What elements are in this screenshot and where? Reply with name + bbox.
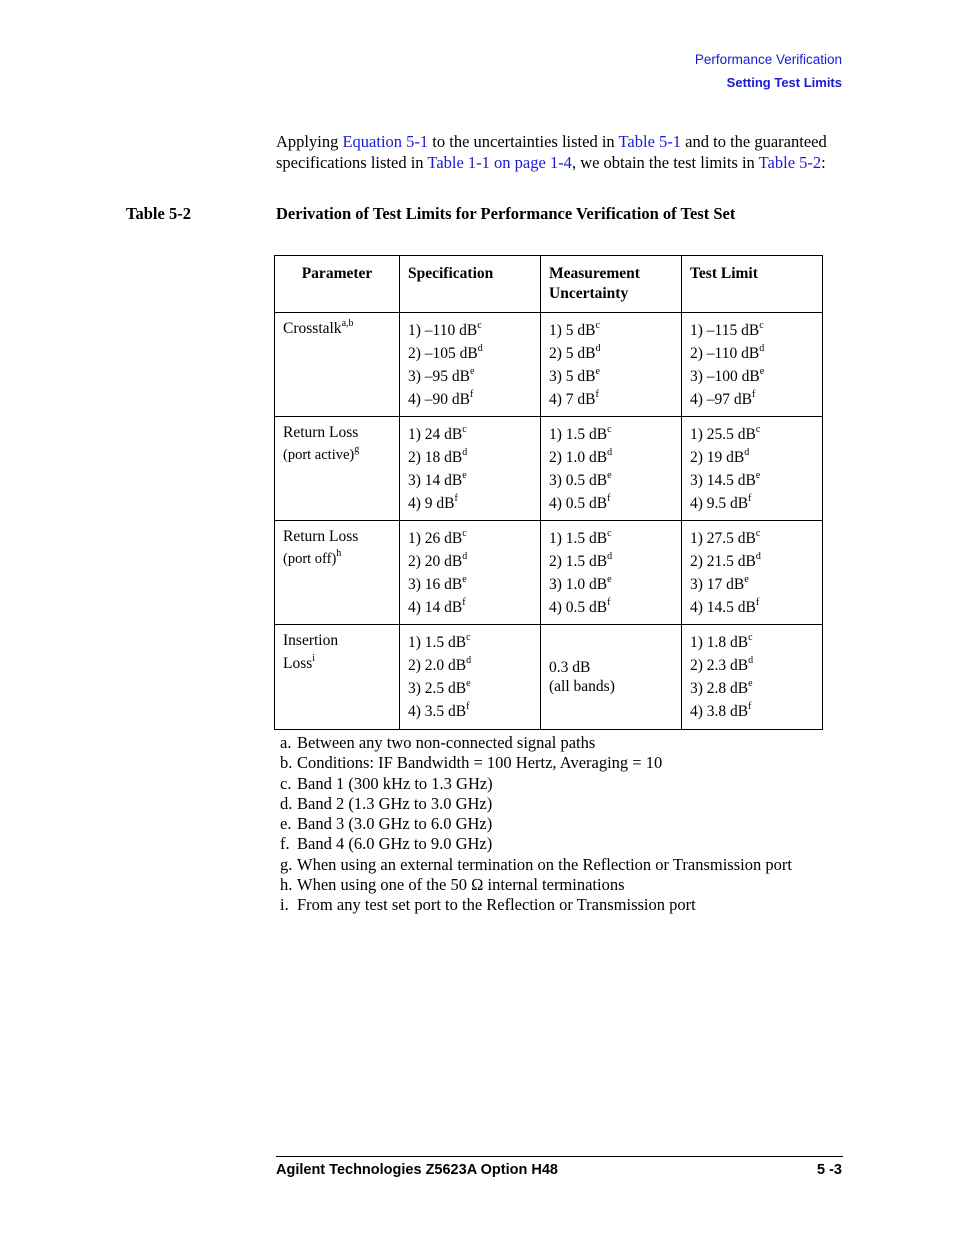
value-text: 2) 1.0 dB	[549, 449, 608, 466]
footnote	[280, 774, 800, 794]
footnote-ref: e	[748, 677, 753, 689]
value-text: 4) 9.5 dB	[690, 495, 749, 512]
header-test-limit: Test Limit	[682, 256, 823, 313]
value-text: 1) 1.5 dB	[408, 634, 467, 651]
footnote-ref: f	[595, 388, 599, 400]
unc-cell	[541, 625, 682, 730]
value-line	[549, 319, 673, 342]
footnote-ref: d	[595, 342, 601, 354]
footnote-text: Band 3 (3.0 GHz to 6.0 GHz)	[297, 814, 493, 834]
footnote	[280, 834, 800, 854]
footnote-ref: h	[336, 548, 342, 560]
parameter-text: Return Loss	[283, 424, 359, 441]
value-text: 1) 1.8 dB	[690, 634, 749, 651]
footnote-ref: d	[607, 550, 613, 562]
value-line	[690, 423, 814, 446]
value-text: 2) 18 dB	[408, 449, 463, 466]
parameter-line	[283, 444, 391, 467]
footnote-text: Band 1 (300 kHz to 1.3 GHz)	[297, 773, 493, 793]
value-text: 3) 14 dB	[408, 472, 463, 489]
table-number: Table 5-2	[126, 204, 191, 223]
value-line	[549, 469, 673, 492]
value-line	[408, 677, 532, 700]
running-header-subsection: Setting Test Limits	[726, 75, 842, 90]
value-line	[549, 446, 673, 469]
footnote-label: e.	[280, 814, 292, 834]
value-text: 4) 0.5 dB	[549, 599, 608, 616]
footnote	[280, 895, 800, 915]
footnote-ref: g	[354, 444, 360, 456]
value-line	[549, 658, 673, 678]
value-text: 2) 1.5 dB	[549, 553, 608, 570]
footnote-ref: a,b	[341, 317, 354, 329]
unc-cell	[541, 313, 682, 417]
footnote-text: Conditions: IF Bandwidth = 100 Hertz, Averaging = 10	[297, 753, 663, 773]
intro-text: Applying	[276, 132, 343, 151]
value-text: 1) 1.5 dB	[549, 426, 608, 443]
value-text: 1) 1.5 dB	[549, 530, 608, 547]
value-line	[408, 423, 532, 446]
unc-cell	[541, 417, 682, 521]
intro-paragraph	[276, 132, 846, 173]
unc-cell	[541, 521, 682, 625]
value-text: 4) 14 dB	[408, 599, 463, 616]
value-line	[690, 654, 814, 677]
value-text: 3) 1.0 dB	[549, 576, 608, 593]
value-text: 3) 14.5 dB	[690, 472, 756, 489]
value-line	[549, 573, 673, 596]
footnote-ref: e	[744, 573, 749, 585]
value-line	[690, 319, 814, 342]
parameter-text: Return Loss	[283, 528, 359, 545]
value-line	[690, 469, 814, 492]
value-text: 4) 7 dB	[549, 391, 596, 408]
value-line	[690, 550, 814, 573]
value-text: 1) 27.5 dB	[690, 530, 756, 547]
spec-cell	[400, 625, 541, 730]
value-text: 2) 5 dB	[549, 345, 596, 362]
footnote-ref: c	[759, 319, 764, 331]
parameter-line	[283, 548, 391, 571]
value-text: 4) 3.5 dB	[408, 703, 467, 720]
footnote-ref: c	[462, 423, 467, 435]
value-line	[408, 654, 532, 677]
running-header-section: Performance Verification	[694, 52, 842, 67]
footnote-ref: f	[466, 700, 470, 712]
footnote-text: From any test set port to the Reflection or Transmission port	[297, 895, 696, 915]
footnote-ref: d	[607, 446, 613, 458]
value-text: 4) 3.8 dB	[690, 703, 749, 720]
footnote-ref: c	[607, 527, 612, 539]
footnote-label: i.	[280, 895, 289, 915]
spec-cell	[400, 313, 541, 417]
header-parameter: Parameter	[275, 256, 400, 313]
value-line	[690, 596, 814, 619]
parameter-text: (port off)	[283, 551, 337, 567]
parameter-text: Insertion	[283, 632, 339, 649]
value-text: 1) 5 dB	[549, 322, 596, 339]
footnote-ref: e	[607, 573, 612, 585]
footnote-ref: e	[470, 365, 475, 377]
value-line	[408, 492, 532, 515]
footnote-text: Between any two non-connected signal paths	[297, 733, 596, 752]
value-line	[408, 342, 532, 365]
value-line	[549, 550, 673, 573]
footer-rule	[276, 1156, 843, 1157]
value-text: 2) 19 dB	[690, 449, 745, 466]
table-header-row	[275, 256, 823, 313]
page-number: 5 -3	[817, 1162, 842, 1178]
footnote-ref: d	[759, 342, 765, 354]
footnote-label: f.	[280, 834, 290, 854]
parameter-line	[283, 525, 391, 548]
value-text: 4) 0.5 dB	[549, 495, 608, 512]
footnote-ref: e	[755, 469, 761, 481]
value-line	[408, 365, 532, 388]
footnote	[280, 875, 800, 895]
value-text: 3) 16 dB	[408, 576, 463, 593]
table-row	[275, 625, 823, 730]
footnote-ref: d	[462, 550, 468, 562]
footnote-ref: f	[470, 388, 474, 400]
spec-cell	[400, 417, 541, 521]
value-line	[690, 677, 814, 700]
footnote-ref: e	[462, 469, 467, 481]
value-text: 2) 2.0 dB	[408, 657, 467, 674]
footnote-ref: f	[755, 596, 760, 608]
footnote-ref: f	[462, 596, 466, 608]
footnote-ref: d	[748, 654, 754, 666]
footnote-label: c.	[280, 773, 292, 793]
footnote-label: d.	[280, 793, 293, 813]
value-text: 2) 20 dB	[408, 553, 463, 570]
value-line	[408, 319, 532, 342]
footnote-ref: e	[759, 365, 765, 377]
value-text: 4) 14.5 dB	[690, 599, 756, 616]
equation-link[interactable]: Equation 5-1	[342, 132, 429, 151]
footnote-label: g.	[280, 854, 293, 874]
value-text: 3) 17 dB	[690, 576, 745, 593]
footnote-ref: f	[752, 388, 756, 400]
value-text: 3) 5 dB	[549, 368, 596, 385]
value-line	[549, 365, 673, 388]
value-line	[408, 700, 532, 723]
value-text: (all bands)	[549, 678, 615, 695]
limit-cell	[682, 521, 823, 625]
footnote-ref: c	[755, 527, 761, 539]
value-line	[549, 492, 673, 515]
footnote-ref: f	[454, 492, 458, 504]
footnote-ref: f	[607, 596, 611, 608]
footnote-ref: c	[595, 319, 600, 331]
footnote-label: b.	[280, 753, 293, 773]
parameter-line	[283, 421, 391, 444]
value-line	[690, 573, 814, 596]
footnote-ref: f	[607, 492, 611, 504]
footnote-ref: e	[462, 573, 467, 585]
value-line	[549, 527, 673, 550]
parameter-cell	[275, 625, 400, 730]
value-text: 3) 0.5 dB	[549, 472, 608, 489]
value-line	[408, 388, 532, 411]
value-line	[549, 342, 673, 365]
limit-cell	[682, 313, 823, 417]
value-line	[690, 700, 814, 723]
table-row	[275, 417, 823, 521]
value-text: 2) –105 dB	[408, 345, 478, 362]
value-line	[690, 388, 814, 411]
header-specification: Specification	[400, 256, 541, 313]
value-line	[690, 492, 814, 515]
value-line	[408, 550, 532, 573]
value-text: 4) –97 dB	[690, 391, 752, 408]
value-line	[690, 631, 814, 654]
footnote-ref: d	[744, 446, 750, 458]
spec-cell	[400, 521, 541, 625]
intro-text: , we obtain the test limits in	[571, 152, 759, 172]
footnote-ref: c	[477, 319, 482, 331]
value-line	[690, 527, 814, 550]
parameter-text: Loss	[283, 655, 313, 672]
footnote-ref: e	[466, 677, 471, 689]
parameter-cell	[275, 417, 400, 521]
value-text: 3) –100 dB	[690, 368, 760, 385]
parameter-cell	[275, 313, 400, 417]
parameter-line	[283, 652, 391, 675]
footnote-text: Band 2 (1.3 GHz to 3.0 GHz)	[297, 793, 493, 813]
footnote-ref: d	[462, 446, 468, 458]
table-1-1-link[interactable]: Table 1-1 on page 1-4	[427, 152, 572, 172]
value-line	[690, 446, 814, 469]
value-line	[408, 596, 532, 619]
test-limits-table	[274, 255, 823, 730]
footnote	[280, 753, 800, 773]
parameter-line	[283, 629, 391, 652]
value-text: 0.3 dB	[549, 658, 591, 676]
value-line	[408, 631, 532, 654]
value-text: 2) 2.3 dB	[690, 657, 749, 674]
value-text: 1) –110 dB	[408, 322, 478, 339]
table-row	[275, 521, 823, 625]
value-text: 1) 25.5 dB	[690, 426, 756, 443]
value-text: 4) –90 dB	[408, 391, 470, 408]
value-text: 3) 2.8 dB	[690, 680, 749, 697]
value-text: 1) 26 dB	[408, 530, 463, 547]
footnote-ref: f	[748, 700, 752, 712]
footnote-ref: c	[607, 423, 612, 435]
value-line	[549, 423, 673, 446]
footnote-ref: c	[462, 527, 467, 539]
table-title: Derivation of Test Limits for Performance Verification of Test Set	[276, 204, 736, 223]
value-text: 3) –95 dB	[408, 368, 470, 385]
footnote-text: When using one of the 50 Ω internal terminations	[297, 875, 625, 895]
parameter-text: Crosstalk	[283, 320, 342, 337]
footer-title: Agilent Technologies Z5623A Option H48	[276, 1162, 558, 1178]
value-line	[408, 527, 532, 550]
parameter-cell	[275, 521, 400, 625]
table-5-2-link[interactable]: Table 5-2	[758, 152, 822, 172]
footnote-ref: e	[595, 365, 600, 377]
limit-cell	[682, 417, 823, 521]
footnote-ref: d	[755, 550, 761, 562]
intro-text: :	[821, 152, 826, 172]
footnote-ref: d	[477, 342, 483, 354]
footnote	[280, 794, 800, 814]
footnote-text: Band 4 (6.0 GHz to 9.0 GHz)	[297, 834, 493, 854]
table-row	[275, 313, 823, 417]
value-text: 1) 24 dB	[408, 426, 463, 443]
value-line	[549, 677, 673, 697]
footnote-ref: i	[312, 652, 316, 664]
footnote	[280, 814, 800, 834]
header-measurement-uncertainty: Measurement Uncertainty	[541, 256, 682, 313]
value-line	[549, 388, 673, 411]
footnote	[280, 855, 800, 875]
intro-text: to the uncertainties listed in	[428, 132, 619, 151]
intro-text: and to the guaranteed specifications listed in	[276, 132, 827, 172]
footnote-label: h.	[280, 875, 293, 895]
value-line	[690, 342, 814, 365]
value-line	[408, 446, 532, 469]
value-text: 4) 9 dB	[408, 495, 455, 512]
value-text: 1) –115 dB	[690, 322, 760, 339]
footnote-ref: c	[748, 631, 753, 643]
value-text: 3) 2.5 dB	[408, 680, 467, 697]
table-footnotes	[280, 733, 800, 916]
limit-cell	[682, 625, 823, 730]
footnote-ref: f	[748, 492, 752, 504]
table-5-1-link[interactable]: Table 5-1	[618, 132, 682, 151]
value-line	[408, 469, 532, 492]
value-line	[408, 573, 532, 596]
footnote-ref: e	[607, 469, 612, 481]
value-text: 2) –110 dB	[690, 345, 760, 362]
footnote-label: a.	[280, 733, 292, 752]
footnote-ref: c	[466, 631, 471, 643]
footnote	[280, 733, 800, 753]
footnote-ref: d	[466, 654, 472, 666]
parameter-line	[283, 317, 391, 340]
footnote-ref: c	[755, 423, 761, 435]
value-line	[549, 596, 673, 619]
value-text: 2) 21.5 dB	[690, 553, 756, 570]
value-line	[690, 365, 814, 388]
parameter-text: (port active)	[283, 447, 355, 463]
footnote-text: When using an external termination on the Reflection or Transmission port	[297, 854, 792, 874]
